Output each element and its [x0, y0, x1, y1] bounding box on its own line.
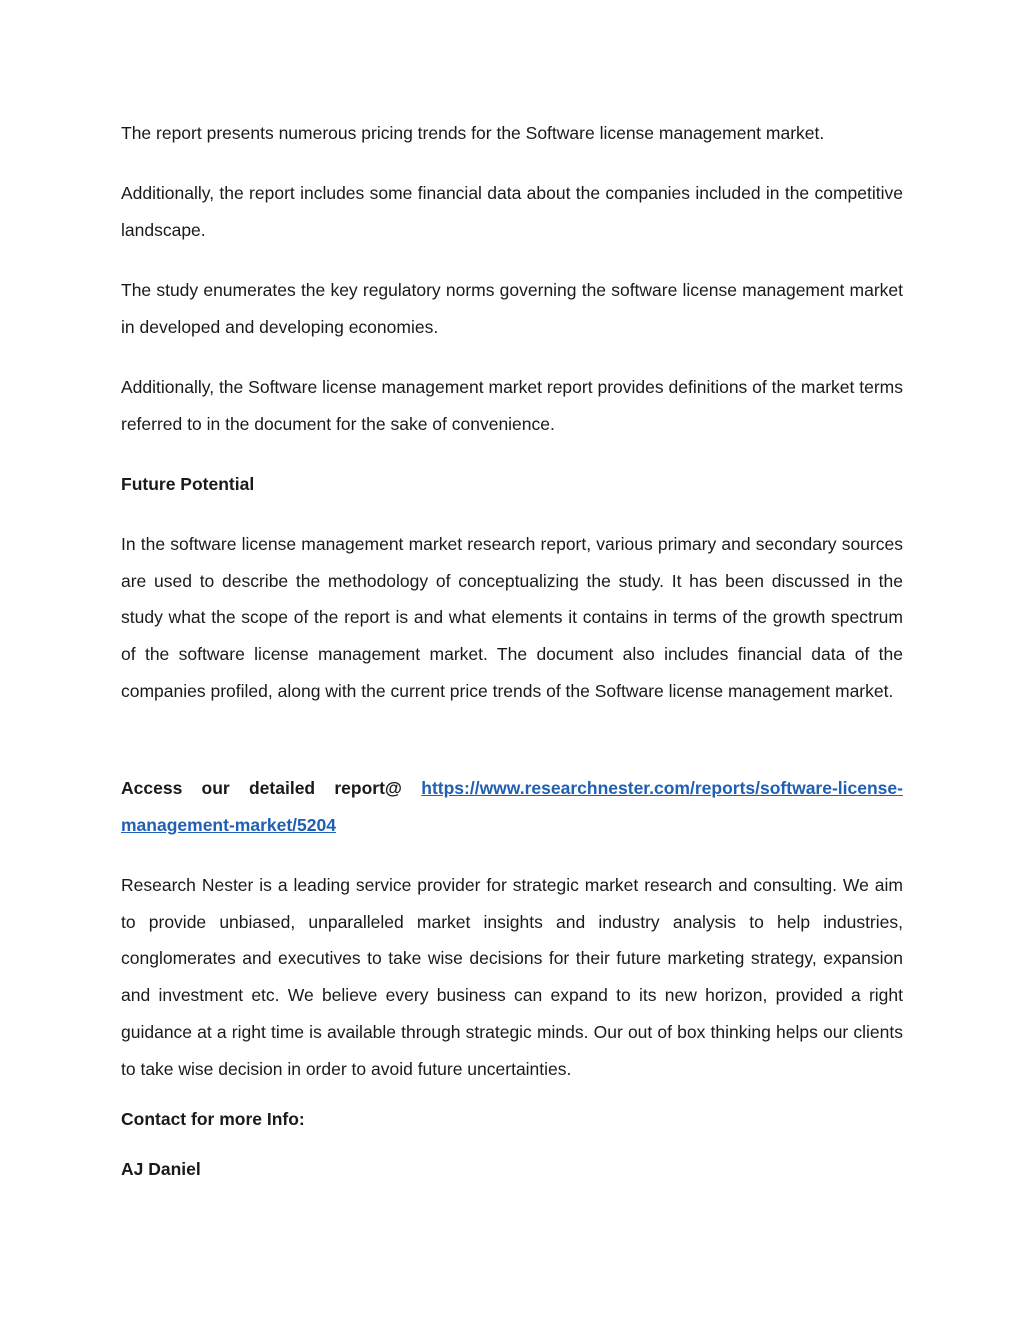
heading-future-potential: Future Potential — [121, 474, 255, 494]
paragraph-regulatory-norms: The study enumerates the key regulatory norms governing the software license management market in developed and developing economies. — [121, 280, 903, 337]
paragraph-about-research-nester: Research Nester is a leading service provider for strategic market research and consulting. We aim to provide unbiased, unparalleled market insights and industry analysis to help industries, conglomerates and executives to take wise decisions for their future marketing strategy, expansion and investment etc. We believe every business can expand to its new horizon, provided a right guidance at a right time is available through strategic minds. Our out of box thinking helps our clients to take wise decision in order to avoid future uncertainties. — [121, 875, 903, 1079]
paragraph-pricing-trends: The report presents numerous pricing trends for the Software license management market. — [121, 123, 825, 143]
contact-name: AJ Daniel — [121, 1159, 201, 1179]
access-report-line — [121, 770, 903, 843]
heading-contact: Contact for more Info: — [121, 1109, 305, 1129]
paragraph-financial-data: Additionally, the report includes some financial data about the companies included in the competitive landscape. — [121, 183, 903, 240]
paragraph-future-potential: In the software license management market research report, various primary and secondary sources are used to describe the methodology of conceptualizing the study. It has been discussed in the study what the scope of the report is and what elements it contains in terms of the growth spectrum of the software license management market. The document also includes financial data of the companies profiled, along with the current price trends of the Software license management market. — [121, 534, 903, 701]
report-link[interactable]: https://www.researchnester.com/reports/software-license-management-market/5204 — [121, 778, 903, 835]
paragraph-definitions: Additionally, the Software license management market report provides definitions of the market terms referred to in the document for the sake of convenience. — [121, 377, 903, 434]
access-report-label: Access our detailed report@ — [121, 778, 402, 798]
